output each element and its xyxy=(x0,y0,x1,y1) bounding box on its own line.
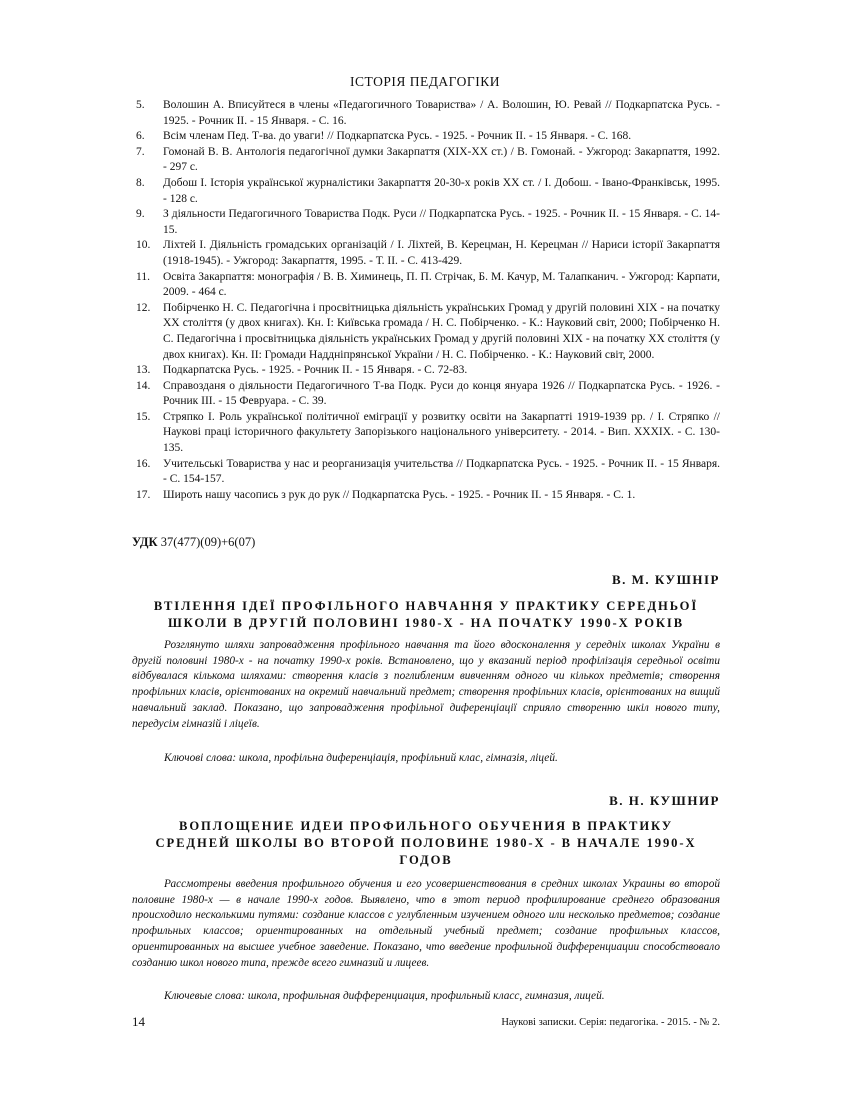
list-item xyxy=(136,379,720,410)
reference-text: Учительські Товариства у нас и реорганизація учительства // Подкарпатска Русь. - 1925. - Рочник ІІ. - 15 Января. - С. 154-157. xyxy=(163,457,720,486)
reference-number: 15. xyxy=(136,410,151,423)
list-item xyxy=(136,457,720,488)
reference-text: Ліхтей І. Діяльність громадських організацій / І. Ліхтей, В. Керецман, Н. Керецман // Нариси історії Закарпаття (1918-1945). - Ужгород: Закарпаття, 1995. - Т. ІІ. - С. 413-429. xyxy=(163,239,720,267)
title-line: ГОДОВ xyxy=(399,853,453,867)
reference-number: 13. xyxy=(136,364,151,377)
reference-number: 12. xyxy=(136,301,151,314)
udk-label: УДК xyxy=(132,535,158,549)
reference-number: 17. xyxy=(136,488,151,501)
reference-number: 10. xyxy=(136,239,151,252)
list-item xyxy=(136,363,720,379)
author-name-ua: В. М. КУШНІР xyxy=(611,572,720,587)
reference-text: З діяльности Педагогичного Товариства Подк. Руси // Подкарпатска Русь. - 1925. - Рочник ІІ. - 15 Января. - С. 14-15. xyxy=(163,208,720,236)
reference-number: 5. xyxy=(136,99,145,111)
list-item xyxy=(136,176,720,207)
list-item xyxy=(136,238,720,269)
article-title-ru xyxy=(132,818,720,869)
reference-number: 8. xyxy=(136,176,145,189)
reference-text: Освіта Закарпаття: монографія / В. В. Химинець, П. П. Стрічак, Б. М. Качур, М. Талапканич. - Ужгород: Карпати, 2009. - 464 с. xyxy=(163,270,720,299)
reference-text: Гомонай В. В. Антологія педагогічної думки Закарпаття (XIX-XX ст.) / В. Гомонай. - Ужгород: Закарпаття, 1992. - 297 с. xyxy=(163,145,720,174)
page-number: 14 xyxy=(132,1014,145,1029)
list-item xyxy=(136,207,720,238)
article-title-ua xyxy=(132,598,720,632)
reference-list xyxy=(136,98,720,503)
reference-text: Широть нашу часопись з рук до рук // Подкарпатска Русь. - 1925. - Рочник ІІ. - 15 Января. - С. 1. xyxy=(163,488,636,501)
title-line: ШКОЛИ В ДРУГІЙ ПОЛОВИНІ 1980-Х - НА ПОЧАТКУ 1990-Х РОКІВ xyxy=(167,616,685,630)
title-line: СРЕДНЕЙ ШКОЛЫ ВО ВТОРОЙ ПОЛОВИНЕ 1980-Х - В НАЧАЛЕ 1990-Х xyxy=(155,836,697,850)
reference-text: Стряпко І. Роль української політичної еміграції у розвитку освіти на Закарпатті 1919-1939 рр. / І. Стряпко // Наукові праці історичного факультету Запорізького національного університету. - 2014. - Вип. XXXIX. - С. 130-135. xyxy=(163,410,720,455)
reference-text: Добош І. Історія української журналістики Закарпаття 20-30-х років XX ст. / І. Добош. - Івано-Франківськ, 1995. - 128 с. xyxy=(163,176,720,205)
list-item xyxy=(136,488,720,504)
reference-text: Справозданя о діяльности Педагогичного Т-ва Подк. Руси до конця януара 1926 // Подкарпатска Русь. - 1926. - Рочник ІІІ. - 15 Февруара. - С. 39. xyxy=(163,379,720,408)
reference-number: 16. xyxy=(136,457,151,470)
reference-number: 9. xyxy=(136,208,145,221)
abstract-ua: Розглянуто шляхи запровадження профільного навчання та його вдосконалення у середніх школах України в другій половині 1980-х - на початку 1990-х років. Встановлено, що у вказаний період профілізація середньої освіти відбувалася кількома шляхами: створення класів з поглибленим вивченням одного чи кількох предметів; створення профільних класів, орієнтованих на окремий навчальний предмет; створення профільних класів, орієнтованих на вищий навчальний заклад. Показано, що запровадження профільної диференціації сприяло створенню шкіл нового типу, передусім гімназій і ліцеїв. xyxy=(132,639,720,730)
list-item xyxy=(136,301,720,363)
list-item xyxy=(136,145,720,176)
reference-number: 7. xyxy=(136,145,145,158)
reference-text: Волошин А. Вписуйтеся в члены «Педагогичного Товариства» / А. Волошин, Ю. Ревай // Подкарпатска Русь. - 1925. - Рочник ІІ. - 15 Января. - С. 16. xyxy=(163,99,720,127)
keywords-ru: Ключевые слова: школа, профильная дифференциация, профильный класс, гимназия, лицей. xyxy=(164,990,605,1002)
reference-text: Побірченко Н. С. Педагогічна і просвітницька діяльність українських Громад у другій половині XIX - на початку XX століття (у двох книгах). Кн. І: Київська громада / Н. С. Побірченко. - К.: Науковий світ, 2000; Побірченко Н. С. Педагогічна і просвітницька діяльність українських Громад у другій половині XIX - на початку XX століття (у двох книгах). Кн. ІІ: Громади Наддніпрянської України / Н. С. Побірченко. - К.: Науковий світ, 2000. xyxy=(163,301,720,361)
running-header: ІСТОРІЯ ПЕДАГОГІКИ xyxy=(350,74,500,89)
author-name-ru: В. Н. КУШНИР xyxy=(609,793,720,808)
list-item xyxy=(136,129,720,145)
list-item xyxy=(136,410,720,457)
list-item xyxy=(136,98,720,129)
journal-footer: Наукові записки. Серія: педагогіка. - 2015. - № 2. xyxy=(501,1017,720,1028)
reference-text: Всім членам Пед. Т-ва. до уваги! // Подкарпатска Русь. - 1925. - Рочник ІІ. - 15 Января. - С. 168. xyxy=(163,130,632,143)
reference-number: 14. xyxy=(136,379,151,392)
title-line: ВТІЛЕННЯ ІДЕЇ ПРОФІЛЬНОГО НАВЧАННЯ У ПРАКТИКУ СЕРЕДНЬОЇ xyxy=(153,599,699,613)
list-item xyxy=(136,270,720,301)
keywords-ua: Ключові слова: школа, профільна диференціація, профільний клас, гімназія, ліцей. xyxy=(164,752,558,764)
udk-value: 37(477)(09)+6(07) xyxy=(160,535,256,549)
reference-number: 6. xyxy=(136,130,145,143)
abstract-ru: Рассмотрены введения профильного обучения и его усовершенствования в средних школах Украины во второй половине 1980-х — в начале 1990-х годов. Выявлено, что в этот период профилирование среднего образования происходило несколькими путями: создание классов с углубленным изучением одного или несколько предметов; создание профильных классов; ориентированных на отдельный учебный предмет; создание профильных классов, ориентированных на высшее учебное заведение. Показано, что введение профильной дифференциации способствовало созданию школ нового типа, прежде всего гимназий и лицеев. xyxy=(132,878,720,969)
reference-text: Подкарпатска Русь. - 1925. - Рочник ІІ. - 15 Января. - С. 72-83. xyxy=(163,364,468,377)
title-line: ВОПЛОЩЕНИЕ ИДЕИ ПРОФИЛЬНОГО ОБУЧЕНИЯ В ПРАКТИКУ xyxy=(179,819,673,833)
reference-number: 11. xyxy=(136,270,150,283)
udk-code xyxy=(132,535,255,550)
